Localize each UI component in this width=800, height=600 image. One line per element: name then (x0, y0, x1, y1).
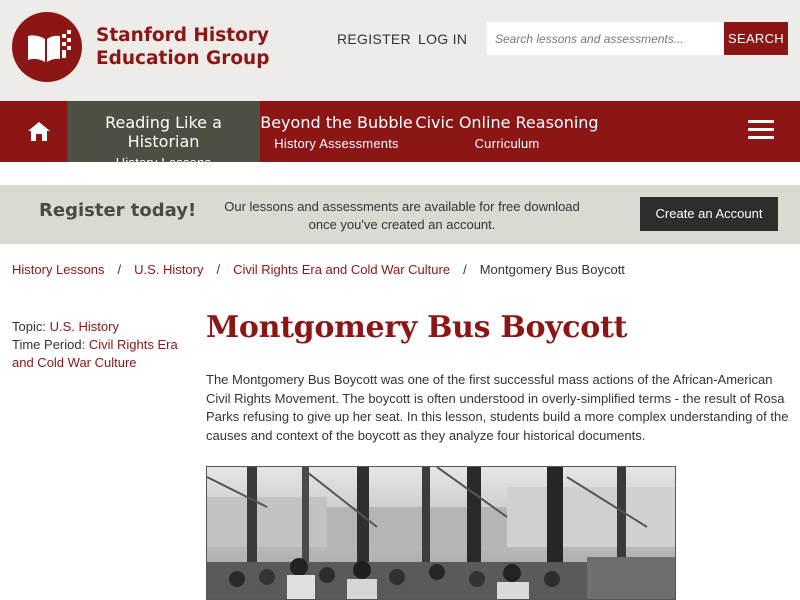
breadcrumb-civil-rights-era[interactable]: Civil Rights Era and Cold War Culture (233, 262, 451, 277)
nav-title: Reading Like a Historian (105, 113, 222, 151)
topic-link[interactable]: U.S. History (49, 319, 119, 334)
search-input[interactable] (487, 22, 724, 55)
photo-image-icon (207, 467, 676, 600)
site-name-line1: Stanford History (96, 25, 269, 46)
nav-subtitle: Curriculum (474, 136, 540, 151)
home-icon[interactable] (22, 119, 56, 145)
search-button[interactable]: SEARCH (724, 22, 788, 55)
register-text (218, 198, 586, 234)
site-name-line2: Education Group (96, 48, 270, 69)
historical-photo (206, 466, 676, 600)
login-link[interactable]: LOG IN (418, 31, 468, 47)
lesson-intro: The Montgomery Bus Boycott was one of the first successful mass actions of the African-American Civil Rights Movement. The boycott is often understood in overly-simplified terms - the result of Rosa Parks refusing to give up her seat. In this lesson, students build a more complex understanding of the causes and context of the boycott as they analyze four historical documents. (206, 372, 789, 443)
register-text-line2: once you've created an account. (308, 217, 496, 232)
nav-civic-online-reasoning[interactable] (413, 101, 601, 162)
time-period-link-line1[interactable]: Civil Rights Era (88, 337, 178, 352)
breadcrumb-separator: / (117, 262, 122, 277)
time-period-link-line2[interactable]: and Cold War Culture (12, 355, 137, 370)
nav-title: Civic Online Reasoning (415, 113, 599, 132)
create-account-button[interactable]: Create an Account (640, 197, 778, 231)
breadcrumb-separator: / (216, 262, 221, 277)
menu-icon[interactable] (748, 120, 776, 142)
nav-subtitle: History Lessons (115, 155, 212, 170)
breadcrumb-separator: / (463, 262, 467, 277)
nav-subtitle: History Assessments (274, 136, 399, 151)
site-header (0, 0, 800, 101)
nav-title: Beyond the Bubble (260, 113, 413, 132)
site-name[interactable] (96, 24, 269, 70)
breadcrumb-history-lessons[interactable]: History Lessons (12, 262, 105, 277)
time-period-label: Time Period: (12, 337, 86, 352)
breadcrumb (12, 262, 625, 277)
nav-reading-like-a-historian[interactable] (67, 101, 260, 170)
topic-label: Topic: (12, 319, 46, 334)
main-nav (0, 101, 800, 170)
nav-beyond-the-bubble[interactable] (260, 101, 413, 162)
register-text-line1: Our lessons and assessments are available for free download (224, 199, 580, 214)
breadcrumb-us-history[interactable]: U.S. History (134, 262, 204, 277)
breadcrumb-current: Montgomery Bus Boycott (479, 262, 625, 277)
sheg-logo-icon[interactable] (12, 12, 82, 82)
register-title: Register today! (39, 200, 197, 221)
register-link[interactable]: REGISTER (337, 31, 411, 47)
lesson-sidebar (12, 318, 192, 372)
page-title: Montgomery Bus Boycott (206, 310, 628, 345)
